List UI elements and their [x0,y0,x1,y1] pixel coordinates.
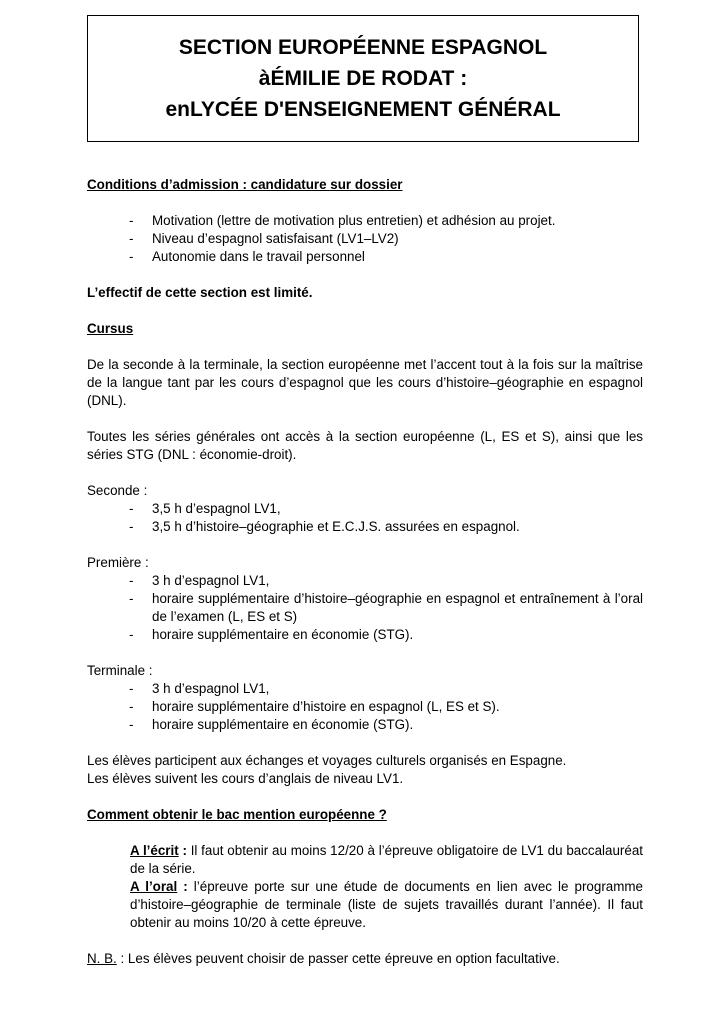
list-item: - horaire supplémentaire en économie (STG). [127,626,643,644]
title-line-2: àÉMILIE DE RODAT : [258,67,468,90]
terminale-list [87,680,643,734]
list-item: - Autonomie dans le travail personnel [127,248,643,266]
list-item: - Motivation (lettre de motivation plus entretien) et adhésion au projet. [127,212,643,230]
bac-oral-paragraph [87,878,643,932]
exchanges-line-1: Les élèves participent aux échanges et voyages culturels organisés en Espagne. [87,753,567,768]
list-item: - 3 h d’espagnol LV1, [127,572,643,590]
nb-paragraph [87,950,643,968]
list-item: - 3,5 h d’histoire–géographie et E.C.J.S. assurées en espagnol. [127,518,643,536]
premiere-list [87,572,643,644]
cursus-paragraph-1: De la seconde à la terminale, la section européenne met l’accent tout à la fois sur la maîtrise de la langue tant par les cours d’espagnol que les cours d’histoire–géographie en espagnol (DNL). [87,357,643,408]
title-line-3: enLYCÉE D'ENSEIGNEMENT GÉNÉRAL [165,98,561,121]
bac-heading: Comment obtenir le bac mention européenne ? [87,807,387,822]
title-line-1: SECTION EUROPÉENNE ESPAGNOL [178,36,548,59]
title-box [87,15,639,142]
seconde-label: Seconde : [87,483,148,498]
ecrit-colon: : [178,843,187,858]
admission-heading: Conditions d’admission : candidature sur dossier [87,177,403,192]
exchanges-line-2: Les élèves suivent les cours d’anglais de niveau LV1. [87,771,404,786]
premiere-label: Première : [87,555,149,570]
list-item: - 3,5 h d’espagnol LV1, [127,500,643,518]
list-item: - horaire supplémentaire d’histoire–géographie en espagnol et entraînement à l’oral de l’examen (L, ES et S) [127,590,643,626]
bac-ecrit-paragraph [87,842,643,878]
document-body [87,176,643,968]
oral-colon: : [177,879,188,894]
terminale-label: Terminale : [87,663,153,678]
list-item: - horaire supplémentaire d’histoire en espagnol (L, ES et S). [127,698,643,716]
list-item: - Niveau d’espagnol satisfaisant (LV1–LV2) [127,230,643,248]
oral-label: A l’oral [130,879,178,894]
nb-text: : Les élèves peuvent choisir de passer cette épreuve en option facultative. [116,951,560,966]
cursus-heading: Cursus [87,321,134,336]
cursus-paragraph-2: Toutes les séries générales ont accès à la section européenne (L, ES et S), ainsi que les séries STG (DNL : économie-droit). [87,429,643,462]
ecrit-text: Il faut obtenir au moins 12/20 à l’épreuve obligatoire de LV1 du baccalauréat de la série. [130,843,644,876]
list-item: - horaire supplémentaire en économie (STG). [127,716,643,734]
oral-text: l’épreuve porte sur une étude de documents en lien avec le programme d’histoire–géographie de terminale (liste de sujets travaillés durant l’année). Il faut obtenir au moins 10/20 à cette épreuve. [130,879,643,930]
admission-list [87,212,643,266]
list-item: - 3 h d’espagnol LV1, [127,680,643,698]
ecrit-label: A l’écrit [130,843,179,858]
seconde-list [87,500,643,536]
limited-text: L’effectif de cette section est limité. [87,285,313,300]
nb-label: N. B. [87,951,117,966]
